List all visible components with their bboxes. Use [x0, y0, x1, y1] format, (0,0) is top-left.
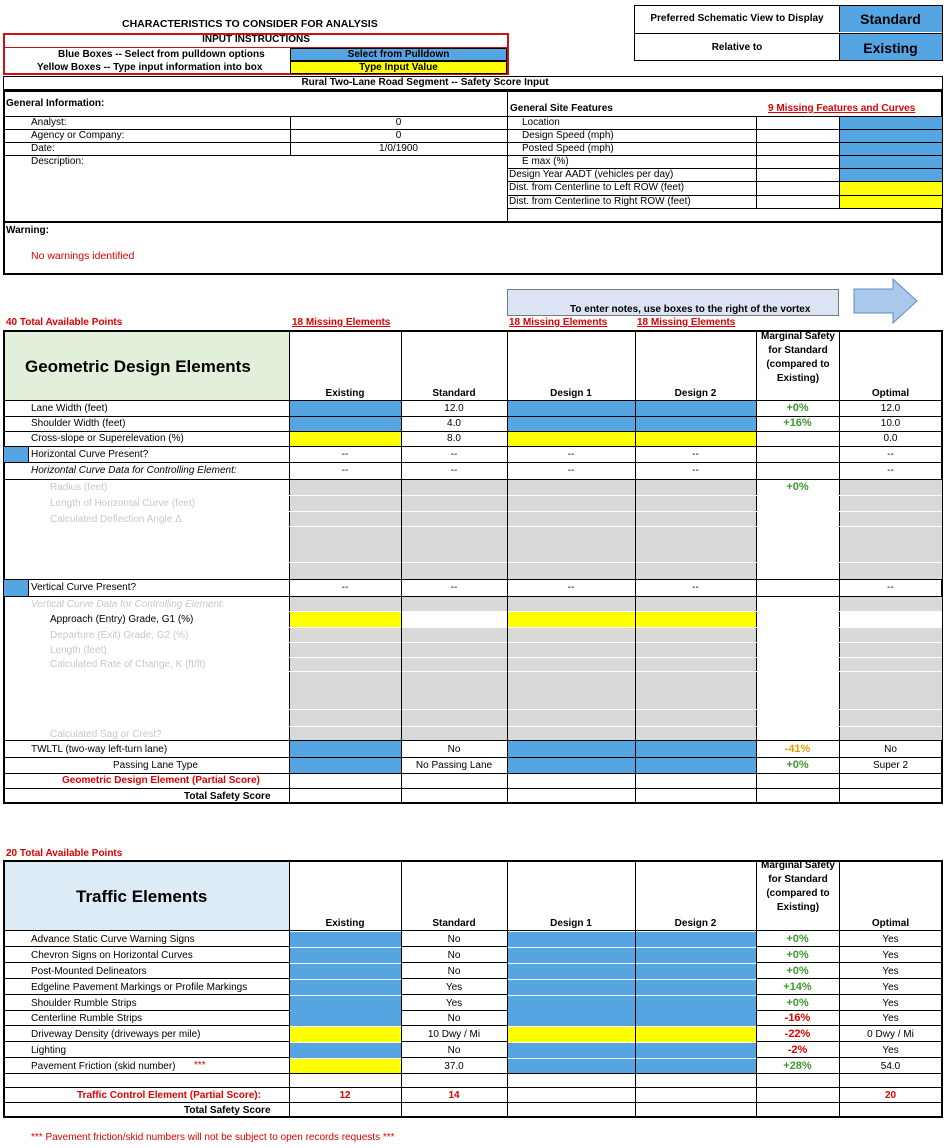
traffic-row-label: Edgeline Pavement Markings or Profile Markings	[31, 982, 248, 993]
site-aadt-dropdown[interactable]	[840, 169, 942, 181]
lane-width-design2[interactable]	[636, 401, 756, 416]
twltl-label: TWLTL (two-way left-turn lane)	[31, 744, 168, 755]
col-design2: Design 2	[674, 388, 717, 399]
g1-label: Approach (Entry) Grade, G1 (%)	[50, 614, 194, 625]
site-aadt-label: Design Year AADT (vehicles per day)	[509, 169, 674, 180]
traffic-row-marginal: +0%	[786, 997, 809, 1009]
deflection-label: Calculated Deflection Angle Δ	[50, 514, 182, 525]
site-left-row-label: Dist. from Centerline to Left ROW (feet)	[509, 182, 685, 193]
analyst-label: Analyst:	[31, 117, 67, 128]
cross-slope-optimal: 0.0	[883, 433, 898, 444]
hcd-optimal: --	[887, 465, 894, 476]
traffic-row-marginal: +0%	[786, 965, 809, 977]
traffic-col-standard: Standard	[432, 918, 476, 929]
lane-width-existing[interactable]	[290, 401, 401, 416]
col-existing: Existing	[325, 388, 365, 399]
site-posted-speed-dropdown[interactable]	[840, 143, 942, 155]
shoulder-width-existing[interactable]	[290, 417, 401, 431]
traffic-row-label: Centerline Rumble Strips	[31, 1013, 143, 1024]
traffic-row-standard: 10 Dwy / Mi	[427, 1029, 481, 1040]
blue-box-label: Blue Boxes -- Select from pulldown options	[58, 49, 265, 60]
traffic-row-label: Pavement Friction (skid number)	[31, 1061, 176, 1072]
traffic-partial-existing: 12	[339, 1090, 351, 1101]
preferred-view-label: Preferred Schematic View to Display	[650, 13, 824, 24]
traffic-row-optimal: Yes	[882, 998, 899, 1009]
shoulder-width-standard: 4.0	[447, 418, 461, 429]
traffic-col-optimal: Optimal	[871, 918, 910, 929]
traffic-row-existing[interactable]	[290, 964, 401, 979]
page-title: CHARACTERISTICS TO CONSIDER FOR ANALYSIS	[122, 18, 378, 30]
traffic-row-standard: No	[447, 1013, 461, 1024]
traffic-row-marginal: +0%	[786, 949, 809, 961]
hcd-existing: --	[341, 465, 349, 476]
hcd-design2: --	[692, 465, 699, 476]
cross-slope-design1[interactable]	[508, 432, 635, 446]
traffic-row-optimal: Yes	[882, 1013, 899, 1024]
col-design1: Design 1	[550, 388, 592, 399]
traffic-row-existing[interactable]	[290, 948, 401, 963]
g1-existing[interactable]	[290, 612, 401, 627]
warning-text: No warnings identified	[31, 250, 135, 262]
preferred-view-value: Standard	[860, 11, 921, 27]
lane-width-marginal: +0%	[786, 402, 809, 414]
lane-width-design1[interactable]	[508, 401, 635, 416]
traffic-row-design2[interactable]	[636, 1027, 756, 1042]
radius-label: Radius (feet)	[50, 482, 108, 493]
g1-optimal	[840, 612, 942, 627]
col-marginal: Marginal Safety for Standard (compared to Existing)	[761, 331, 835, 384]
traffic-col-existing: Existing	[325, 918, 365, 929]
hc-design2: --	[692, 449, 699, 460]
geo-missing-design1: 18 Missing Elements	[509, 317, 608, 328]
notes-text: To enter notes, use boxes to the right of the vortex	[570, 304, 811, 315]
traffic-row-optimal: Yes	[882, 950, 899, 961]
traffic-row-optimal: Yes	[882, 1045, 899, 1056]
traffic-row-design1[interactable]	[508, 948, 635, 963]
vc-data-label: Vertical Curve Data for Controlling Element:	[31, 599, 225, 610]
passing-lane-design2[interactable]	[636, 758, 756, 773]
relative-to-value: Existing	[863, 40, 918, 56]
traffic-row-existing[interactable]	[290, 1043, 401, 1058]
col-optimal: Optimal	[871, 388, 910, 399]
yellow-box-label: Yellow Boxes -- Type input information into box	[37, 62, 263, 73]
description-label: Description:	[31, 156, 84, 167]
shoulder-width-label: Shoulder Width (feet)	[31, 418, 126, 429]
passing-lane-existing[interactable]	[290, 758, 401, 773]
shoulder-width-design1[interactable]	[508, 417, 635, 431]
geo-title: Geometric Design Elements	[25, 357, 251, 376]
hc-length-label: Length of Horizontal Curve (feet)	[50, 498, 196, 509]
twltl-existing[interactable]	[290, 741, 401, 757]
traffic-row-label: Chevron Signs on Horizontal Curves	[31, 950, 193, 961]
geo-total-points: 40 Total Available Points	[6, 317, 123, 328]
traffic-row-standard: No	[447, 1045, 461, 1056]
traffic-row-stars: ***	[194, 1060, 206, 1071]
traffic-row-existing[interactable]	[290, 1027, 401, 1042]
traffic-row-marginal: -22%	[784, 1028, 811, 1040]
vc-design2: --	[692, 582, 699, 593]
yellow-box-value: Type Input Value	[359, 62, 438, 73]
hcd-standard: --	[450, 465, 458, 476]
traffic-row-marginal: +0%	[786, 933, 809, 945]
g1-design2[interactable]	[636, 612, 756, 627]
traffic-row-marginal: -16%	[784, 1012, 811, 1024]
lane-width-standard: 12.0	[444, 403, 464, 414]
lane-width-optimal: 12.0	[880, 403, 901, 414]
vc-existing: --	[341, 582, 349, 593]
horizontal-curve-label: Horizontal Curve Present?	[31, 449, 149, 460]
geo-partial-score-label: Geometric Design Element (Partial Score)	[62, 775, 260, 786]
hcd-design1: --	[567, 465, 575, 476]
relative-to-label: Relative to	[711, 42, 763, 53]
vc-standard: --	[450, 582, 458, 593]
lane-width-label: Lane Width (feet)	[31, 403, 108, 414]
agency-label: Agency or Company:	[31, 130, 125, 141]
date-label: Date:	[31, 143, 55, 154]
traffic-row-label: Lighting	[31, 1045, 67, 1056]
g2-label: Departure (Exit) Grade, G2 (%)	[50, 630, 189, 641]
traffic-row-design2[interactable]	[636, 1059, 756, 1074]
traffic-total-safety-label: Total Safety Score	[184, 1105, 271, 1116]
general-info-title: General Information:	[6, 98, 105, 109]
sag-crest-label: Calculated Sag or Crest?	[50, 729, 162, 740]
traffic-row-design2[interactable]	[636, 1043, 756, 1058]
description-field[interactable]	[4, 156, 506, 220]
traffic-row-existing[interactable]	[290, 932, 401, 947]
traffic-row-standard: No	[447, 966, 461, 977]
traffic-row-optimal: Yes	[882, 934, 899, 945]
traffic-row-design2[interactable]	[636, 932, 756, 947]
cross-slope-label: Cross-slope or Superelevation (%)	[31, 433, 184, 444]
traffic-row-standard: No	[447, 950, 461, 961]
passing-lane-label: Passing Lane Type	[113, 760, 198, 771]
hc-standard: --	[450, 449, 458, 460]
traffic-row-design1[interactable]	[508, 980, 635, 995]
traffic-row-design1[interactable]	[508, 1043, 635, 1058]
site-posted-speed-label: Posted Speed (mph)	[522, 143, 614, 154]
horizontal-curve-checkbox[interactable]	[4, 447, 28, 462]
traffic-row-marginal: +28%	[783, 1060, 812, 1072]
traffic-row-design1[interactable]	[508, 1011, 635, 1026]
passing-lane-standard: No Passing Lane	[415, 760, 493, 771]
hc-existing: --	[341, 449, 349, 460]
traffic-row-label: Shoulder Rumble Strips	[31, 998, 137, 1009]
traffic-row-standard: No	[447, 934, 461, 945]
twltl-design1[interactable]	[508, 741, 635, 757]
passing-lane-optimal: Super 2	[872, 760, 909, 771]
traffic-row-optimal: Yes	[882, 966, 899, 977]
traffic-row-design1[interactable]	[508, 1059, 635, 1074]
shoulder-width-design2[interactable]	[636, 417, 756, 431]
site-design-speed-dropdown[interactable]	[840, 130, 942, 142]
twltl-design2[interactable]	[636, 741, 756, 757]
geo-missing-existing: 18 Missing Elements	[292, 317, 391, 328]
instructions-heading: INPUT INSTRUCTIONS	[202, 34, 310, 45]
shoulder-width-optimal: 10.0	[880, 418, 901, 429]
traffic-col-design1: Design 1	[550, 918, 592, 929]
traffic-row-existing[interactable]	[290, 996, 401, 1011]
hc-optimal: --	[887, 449, 894, 460]
warning-title: Warning:	[6, 225, 49, 236]
arrow-right-icon	[853, 277, 919, 325]
vertical-curve-label: Vertical Curve Present?	[31, 582, 137, 593]
blue-box-value: Select from Pulldown	[347, 49, 450, 60]
site-left-row-input[interactable]	[840, 182, 942, 195]
traffic-row-standard: 37.0	[444, 1061, 464, 1072]
segment-title: Rural Two-Lane Road Segment -- Safety Score Input	[301, 77, 549, 88]
site-location-label: Location	[522, 117, 560, 128]
analyst-field[interactable]: 0	[395, 117, 402, 128]
site-right-row-input[interactable]	[840, 196, 942, 208]
traffic-partial-standard: 14	[448, 1090, 460, 1101]
vc-optimal: --	[887, 582, 894, 593]
traffic-col-marginal: Marginal Safety for Standard (compared to Existing)	[761, 860, 835, 913]
date-field[interactable]: 1/0/1900	[379, 143, 418, 154]
twltl-optimal: No	[884, 744, 897, 755]
twltl-marginal: -41%	[784, 743, 811, 755]
traffic-row-standard: Yes	[445, 998, 463, 1009]
geo-missing-design2: 18 Missing Elements	[637, 317, 736, 328]
twltl-standard: No	[447, 744, 461, 755]
traffic-row-standard: Yes	[445, 982, 463, 993]
traffic-row-marginal: -2%	[787, 1044, 808, 1056]
traffic-row-existing[interactable]	[290, 980, 401, 995]
traffic-row-design1[interactable]	[508, 996, 635, 1011]
passing-lane-design1[interactable]	[508, 758, 635, 773]
vertical-curve-checkbox[interactable]	[4, 580, 28, 596]
traffic-row-design1[interactable]	[508, 964, 635, 979]
agency-field[interactable]: 0	[395, 130, 402, 141]
footnote: *** Pavement friction/skid numbers will not be subject to open records requests ***	[31, 1132, 395, 1143]
traffic-row-existing[interactable]	[290, 1011, 401, 1026]
site-location-dropdown[interactable]	[840, 117, 942, 129]
passing-lane-marginal: +0%	[786, 759, 809, 771]
hc-design1: --	[567, 449, 575, 460]
traffic-row-design1[interactable]	[508, 1027, 635, 1042]
traffic-row-marginal: +14%	[783, 981, 812, 993]
vc-design1: --	[567, 582, 575, 593]
traffic-row-design2[interactable]	[636, 1011, 756, 1026]
traffic-row-optimal: Yes	[882, 982, 899, 993]
cross-slope-existing[interactable]	[290, 432, 401, 446]
site-features-title: General Site Features	[510, 103, 613, 114]
g1-standard	[402, 612, 507, 627]
traffic-col-design2: Design 2	[674, 918, 717, 929]
traffic-row-design2[interactable]	[636, 948, 756, 963]
traffic-row-label: Advance Static Curve Warning Signs	[31, 934, 195, 945]
traffic-row-design2[interactable]	[636, 980, 756, 995]
col-standard: Standard	[432, 388, 476, 399]
traffic-row-label: Post-Mounted Delineators	[31, 966, 147, 977]
geo-total-safety-label: Total Safety Score	[184, 791, 271, 802]
traffic-row-design1[interactable]	[508, 932, 635, 947]
traffic-row-optimal: 0 Dwy / Mi	[867, 1029, 914, 1040]
traffic-row-design2[interactable]	[636, 964, 756, 979]
traffic-partial-optimal: 20	[884, 1090, 897, 1101]
k-label: Calculated Rate of Change, K (ft/ft)	[50, 659, 206, 670]
traffic-row-label: Driveway Density (driveways per mile)	[31, 1029, 201, 1040]
radius-marginal: +0%	[786, 481, 809, 493]
site-right-row-label: Dist. from Centerline to Right ROW (feet)	[509, 196, 691, 207]
missing-features-count: 9 Missing Features and Curves	[768, 103, 916, 114]
traffic-total-points: 20 Total Available Points	[6, 848, 123, 859]
shoulder-width-marginal: +16%	[783, 417, 812, 429]
site-emax-label: E max (%)	[522, 156, 569, 167]
traffic-title: Traffic Elements	[76, 887, 208, 906]
vc-length-label: Length (feet)	[50, 645, 107, 656]
hc-data-label: Horizontal Curve Data for Controlling Element:	[31, 465, 237, 476]
g1-design1[interactable]	[508, 612, 635, 627]
cross-slope-design2[interactable]	[636, 432, 756, 446]
traffic-row-optimal: 54.0	[880, 1061, 901, 1072]
traffic-row-existing[interactable]	[290, 1059, 401, 1074]
cross-slope-standard: 8.0	[447, 433, 461, 444]
traffic-partial-score-label: Traffic Control Element (Partial Score):	[77, 1090, 261, 1101]
site-emax-dropdown[interactable]	[840, 156, 942, 168]
traffic-row-design2[interactable]	[636, 996, 756, 1011]
site-design-speed-label: Design Speed (mph)	[522, 130, 614, 141]
